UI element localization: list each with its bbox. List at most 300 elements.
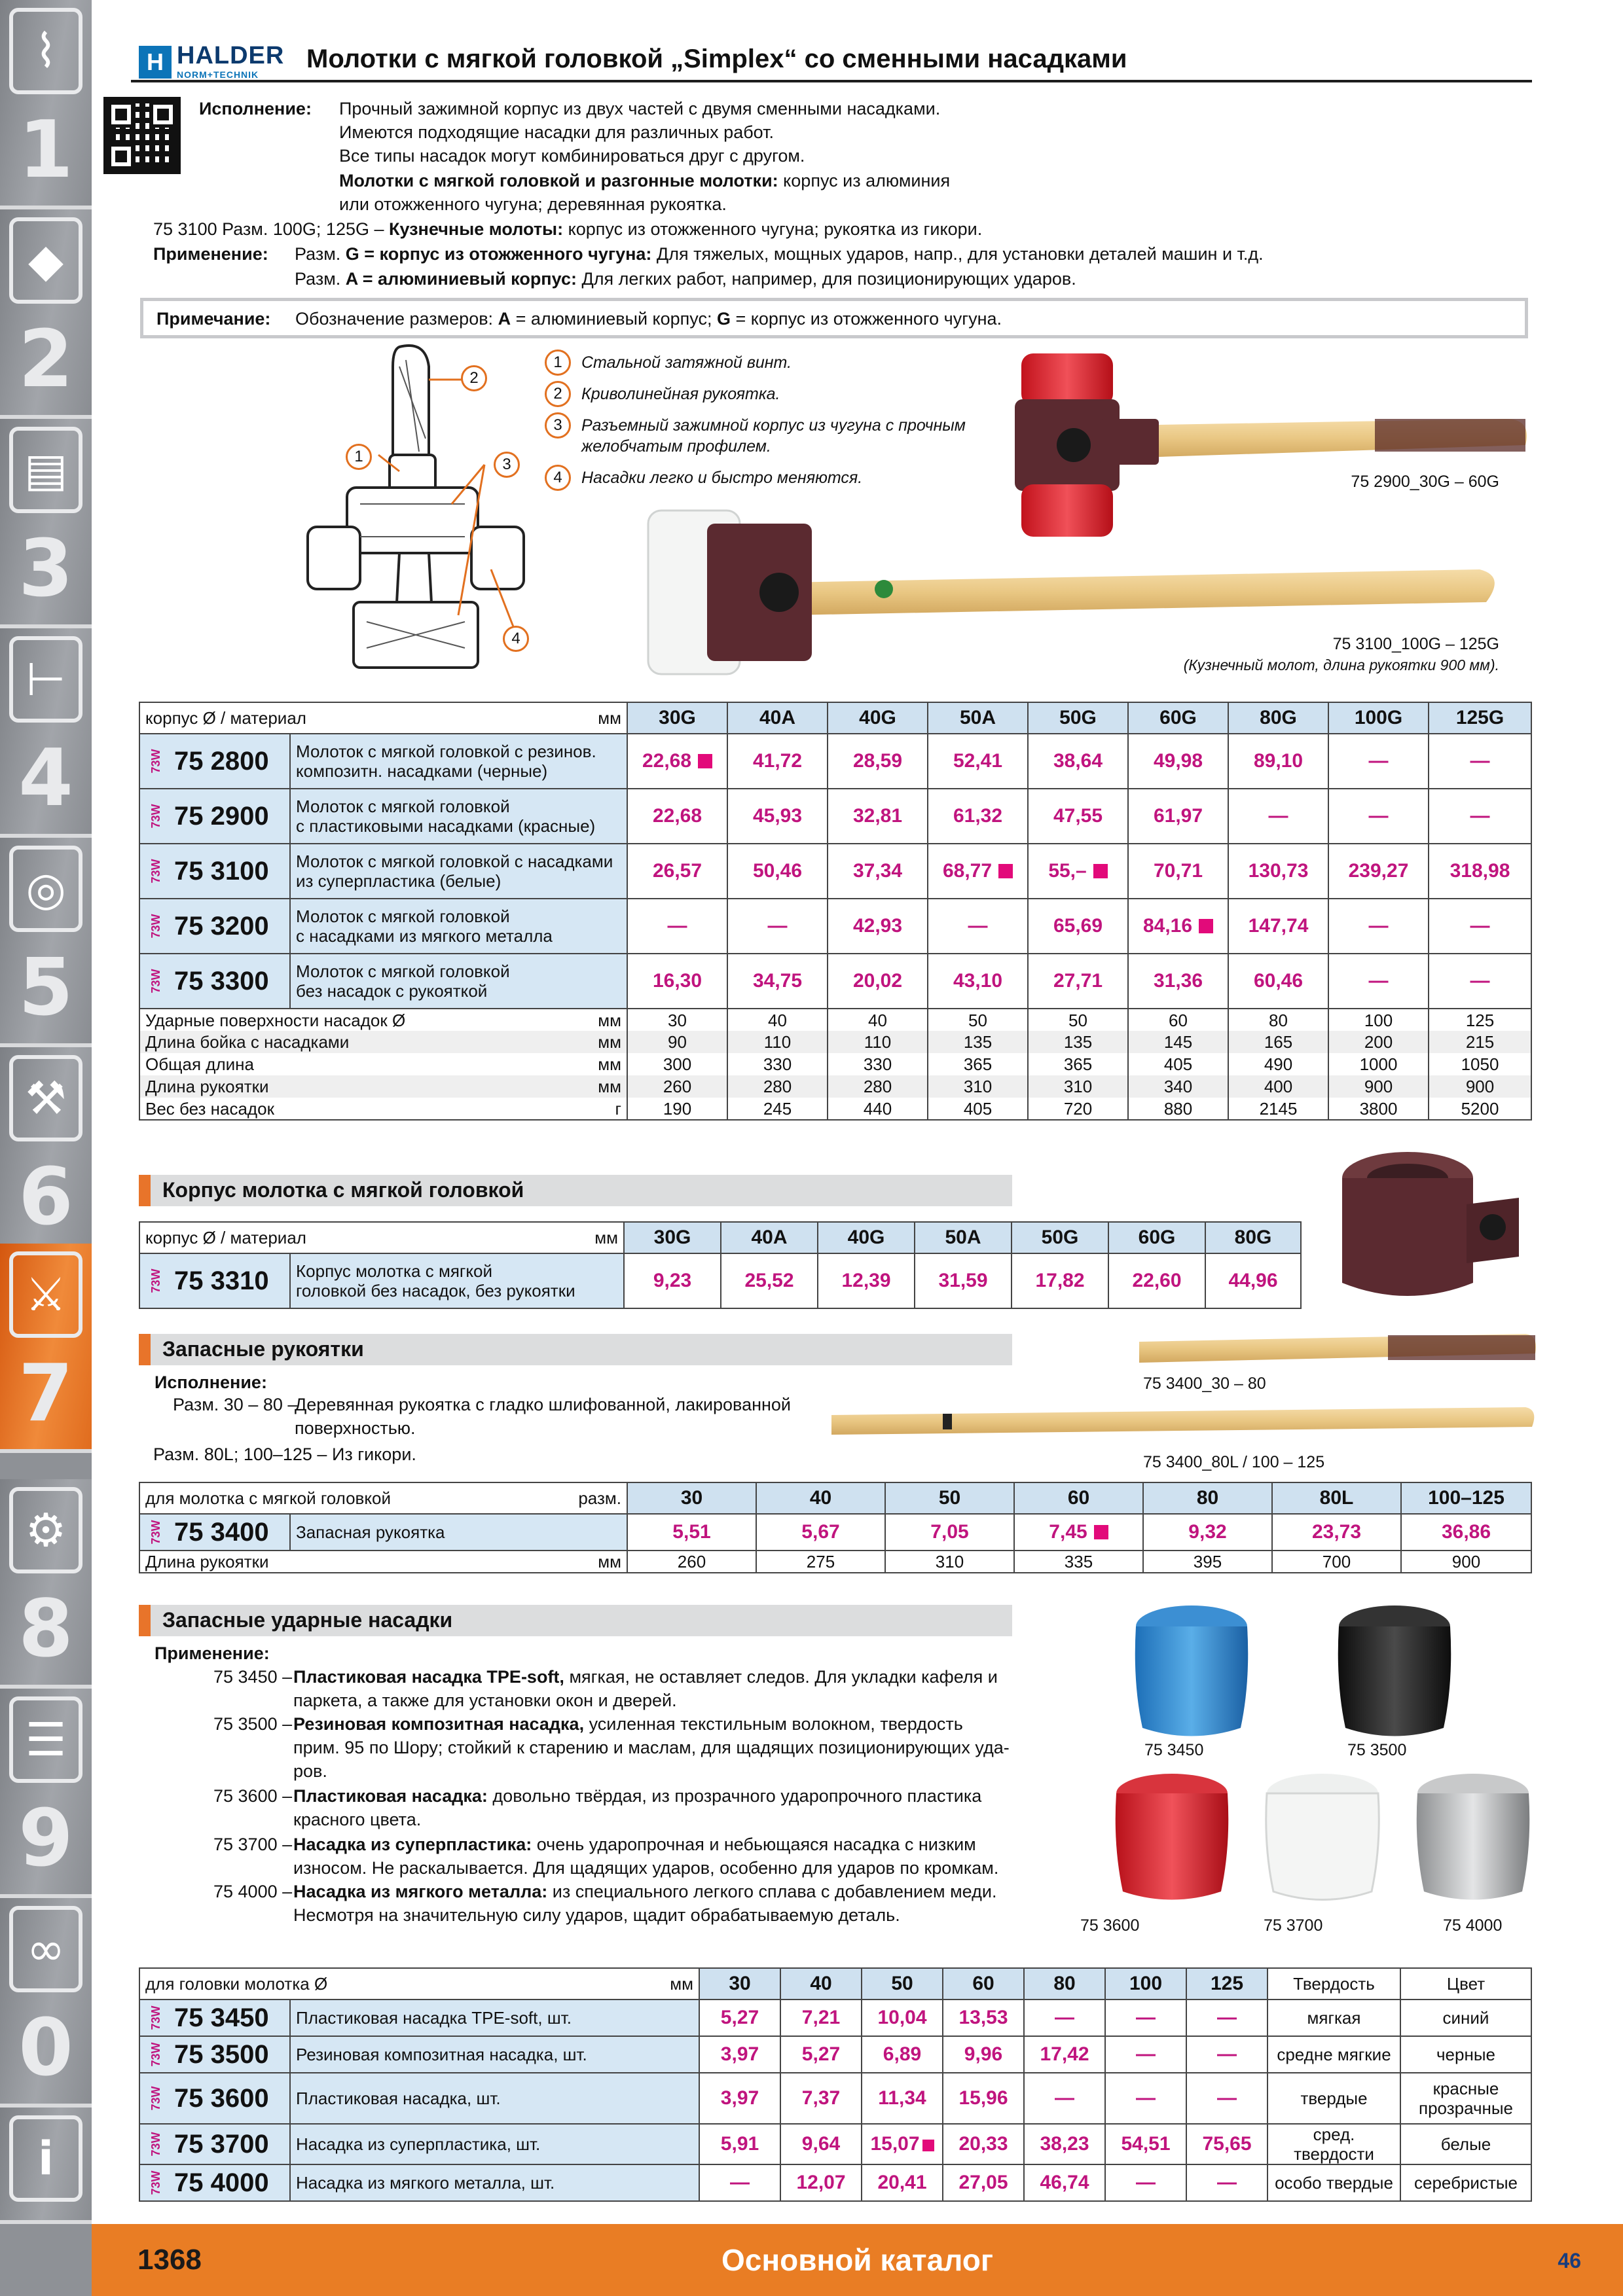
face-line: Резиновая композитная насадка, усиленная текстильным волокном, твердость <box>293 1714 963 1734</box>
drawing-callout: 4 <box>503 626 529 652</box>
legend-callout: 1 <box>545 350 571 376</box>
chapter-tab-9[interactable] <box>0 1689 92 1898</box>
size-header: 80G <box>1228 702 1328 734</box>
face-line: Пластиковая насадка: довольно твёрдая, из прозрачного ударопрочного пластика <box>293 1786 982 1806</box>
article-description: Молоток с мягкой головкой с пластиковыми насадками (красные) <box>290 789 627 844</box>
price-cell: 50,46 <box>727 844 828 899</box>
face-line: Пластиковая насадка TPE-soft, мягкая, не оставляет следов. Для укладки кафеля и <box>293 1667 998 1687</box>
price-cell: — <box>928 899 1028 954</box>
price-cell: 31,36 <box>1128 954 1228 1009</box>
face-code: 75 3500 – <box>213 1714 293 1734</box>
hardness-cell: твердые <box>1267 2073 1400 2124</box>
article-code[interactable]: 73W 75 2900 <box>139 789 290 844</box>
spec-value: 300 <box>627 1053 727 1075</box>
price-cell: 46,74 <box>1024 2164 1105 2201</box>
price-cell: — <box>1105 2073 1186 2124</box>
face-line: паркета, а также для установки окон и дверей. <box>293 1691 677 1710</box>
spec-value: 190 <box>627 1098 727 1120</box>
price-cell: 43,10 <box>928 954 1028 1009</box>
spec-value: 1000 <box>1328 1053 1429 1075</box>
face-line: Несмотря на значительную силу ударов, щадит обрабатываемую деталь. <box>293 1905 900 1925</box>
spec-value: 30 <box>627 1009 727 1031</box>
article-code[interactable]: 73W 75 3600 <box>139 2073 290 2124</box>
spec-value: 2145 <box>1228 1098 1328 1120</box>
spec-value: 110 <box>828 1031 928 1053</box>
section-header-handles <box>139 1334 1012 1365</box>
chapter-number: 3 <box>18 524 73 615</box>
price-cell: 54,51 <box>1105 2124 1186 2164</box>
image-caption: 75 2900_30G – 60G <box>1351 473 1499 491</box>
chapter-number: 7 <box>18 1348 73 1439</box>
spec-value: 135 <box>928 1031 1028 1053</box>
header-label-cell <box>139 702 627 734</box>
cutting-insert-icon: ◆ <box>9 217 82 304</box>
spec-name: Длина рукоятки мм <box>139 1551 627 1573</box>
forge-line: 75 3100 Разм. 100G; 125G – Кузнечные молоты: корпус из отожженного чугуна; рукоятка из гикори. <box>153 219 983 239</box>
size-header: 80 <box>1024 1968 1105 2000</box>
legend-text: желобчатым профилем. <box>581 437 771 456</box>
spec-value: 1050 <box>1429 1053 1531 1075</box>
new-item-marker <box>1199 919 1213 933</box>
price-cell: 38,23 <box>1024 2124 1105 2164</box>
article-code[interactable]: 73W 75 3450 <box>139 2000 290 2036</box>
chapter-tab-5[interactable] <box>0 838 92 1047</box>
header-unit: мм <box>598 708 622 728</box>
hardness-header: Твердость <box>1267 1968 1400 2000</box>
new-item-marker <box>922 2140 934 2151</box>
spec-row <box>139 1075 1531 1098</box>
price-cell: 130,73 <box>1228 844 1328 899</box>
price-cell: 49,98 <box>1128 734 1228 789</box>
hardness-cell: особо твердые <box>1267 2164 1400 2201</box>
price-cell: — <box>1186 2036 1267 2073</box>
hammer-housing-image <box>1336 1145 1525 1316</box>
price-cell: 11,34 <box>862 2073 943 2124</box>
chapter-tab-3[interactable] <box>0 419 92 628</box>
table-row <box>139 844 1531 899</box>
spec-value: 720 <box>1028 1098 1128 1120</box>
price-cell: — <box>1429 789 1531 844</box>
article-code[interactable]: 73W 75 3200 <box>139 899 290 954</box>
face-code: 75 3450 – <box>213 1667 293 1687</box>
price-cell: 32,81 <box>828 789 928 844</box>
spec-value: 880 <box>1128 1098 1228 1120</box>
price-cell: 5,27 <box>780 2036 862 2073</box>
section-marker <box>139 1175 151 1206</box>
spec-value: 50 <box>1028 1009 1128 1031</box>
section-header-housing <box>139 1175 1012 1206</box>
price-cell: 41,72 <box>727 734 828 789</box>
spec-value: 330 <box>828 1053 928 1075</box>
price-cell: 15,07 <box>862 2124 943 2164</box>
exec-line: Прочный зажимной корпус из двух частей с двумя сменными насадками. <box>339 99 941 118</box>
exec-line: Имеются подходящие насадки для различных работ. <box>339 122 774 142</box>
price-cell: — <box>1328 734 1429 789</box>
info-icon: i <box>9 2115 82 2202</box>
spec-value: 310 <box>1028 1075 1128 1098</box>
spec-value: 365 <box>1028 1053 1128 1075</box>
exec-line: Молотки с мягкой головкой и разгонные молотки: корпус из алюминия <box>339 171 951 190</box>
price-cell: 318,98 <box>1429 844 1531 899</box>
black-face-image <box>1338 1605 1451 1736</box>
size-header: 60 <box>1014 1482 1143 1514</box>
chapter-number: 0 <box>18 2003 73 2094</box>
price-cell: 22,68 <box>627 734 727 789</box>
article-code[interactable]: 73W 75 3300 <box>139 954 290 1009</box>
spec-name: Вес без насадок г <box>139 1098 627 1120</box>
color-cell: синий <box>1400 2000 1531 2036</box>
face-code: 75 3700 – <box>213 1835 293 1854</box>
table-row <box>139 899 1531 954</box>
long-handle-image <box>831 1401 1539 1446</box>
size-header: 80G <box>1205 1222 1301 1253</box>
spec-value: 275 <box>756 1551 885 1573</box>
article-description: Насадка из суперпластика, шт. <box>290 2124 699 2164</box>
logo-word: HALDER <box>177 42 285 69</box>
legend-text: Криволинейная рукоятка. <box>581 385 780 403</box>
chapter-number: 1 <box>18 105 73 196</box>
use-line: Разм. G = корпус из отожженного чугуна: Для тяжелых, мощных ударов, напр., для установки деталей машин и т.д. <box>295 244 1264 264</box>
spec-value: 165 <box>1228 1031 1328 1053</box>
hammer-faces-image-group <box>1106 1597 1539 1937</box>
article-code[interactable]: 73W 75 3310 <box>139 1253 290 1308</box>
note-label: Примечание: <box>156 309 271 329</box>
price-cell: 6,89 <box>862 2036 943 2073</box>
article-code[interactable]: 73W 75 3100 <box>139 844 290 899</box>
price-cell: 27,71 <box>1028 954 1128 1009</box>
spec-value: 5200 <box>1429 1098 1531 1120</box>
spec-value: 900 <box>1401 1551 1531 1573</box>
hardness-cell: средне мягкие <box>1267 2036 1400 2073</box>
chapter-number: 8 <box>18 1584 73 1675</box>
size-header: 40 <box>756 1482 885 1514</box>
article-code[interactable]: 73W 75 2800 <box>139 734 290 789</box>
price-cell: 15,96 <box>943 2073 1024 2124</box>
price-cell: 84,16 <box>1128 899 1228 954</box>
logo-mark-icon: H <box>139 46 172 79</box>
price-cell: 17,82 <box>1012 1253 1108 1308</box>
article-description: Резиновая композитная насадка, шт. <box>290 2036 699 2073</box>
new-item-marker <box>698 754 712 768</box>
header-label-cell: для головки молотка Ø мм <box>139 1968 699 2000</box>
price-cell: — <box>1429 954 1531 1009</box>
use-line: Разм. A = алюминиевый корпус: Для легких работ, например, для позиционирующих ударов. <box>295 269 1076 289</box>
price-cell: 23,73 <box>1272 1514 1401 1551</box>
header-label-cell: для молотка с мягкой головкой разм. <box>139 1482 627 1514</box>
table-row <box>139 1253 1301 1308</box>
price-cell: 42,93 <box>828 899 928 954</box>
spec-row <box>139 1009 1531 1031</box>
spec-value: 3800 <box>1328 1098 1429 1120</box>
spec-value: 395 <box>1143 1551 1272 1573</box>
size-header: 40A <box>721 1222 818 1253</box>
price-cell: 5,67 <box>756 1514 885 1551</box>
price-cell: 22,60 <box>1108 1253 1205 1308</box>
spec-name: Общая длина мм <box>139 1053 627 1075</box>
spec-value: 110 <box>727 1031 828 1053</box>
spec-value: 900 <box>1328 1075 1429 1098</box>
chapter-tab-8[interactable] <box>0 1479 92 1689</box>
chapter-tab-4[interactable] <box>0 628 92 838</box>
spec-value: 100 <box>1328 1009 1429 1031</box>
image-caption: 75 3400_80L / 100 – 125 <box>1143 1453 1325 1471</box>
section-title: Запасные рукоятки <box>162 1337 364 1361</box>
price-cell: — <box>627 899 727 954</box>
header-label: корпус Ø / материал <box>145 708 306 728</box>
chapter-tab-6[interactable] <box>0 1047 92 1257</box>
price-cell: 5,91 <box>699 2124 780 2164</box>
page-footer <box>92 2224 1623 2296</box>
article-description: Насадка из мягкого металла, шт. <box>290 2164 699 2201</box>
blue-face-image <box>1135 1605 1249 1736</box>
price-cell: 55,– <box>1028 844 1128 899</box>
spec-value: 260 <box>627 1075 727 1098</box>
size-header: 40 <box>780 1968 862 2000</box>
spec-name: Ударные поверхности насадок Ø мм <box>139 1009 627 1031</box>
size-header: 125G <box>1429 702 1531 734</box>
faces-price-table <box>139 1967 1532 2202</box>
spec-value: 490 <box>1228 1053 1328 1075</box>
image-caption: 75 3700 <box>1264 1916 1323 1935</box>
chapter-tab-2[interactable] <box>0 209 92 419</box>
chapter-tab-0[interactable] <box>0 1898 92 2108</box>
size-header: 60G <box>1128 702 1228 734</box>
chapter-tab-1[interactable] <box>0 0 92 209</box>
handle-price-table <box>139 1482 1532 1573</box>
size-header: 30 <box>699 1968 780 2000</box>
halder-logo <box>139 42 289 80</box>
price-cell: 26,57 <box>627 844 727 899</box>
size-header: 40G <box>828 702 928 734</box>
article-code[interactable]: 73W 75 4000 <box>139 2164 290 2201</box>
housing-price-table <box>139 1221 1302 1309</box>
spec-value: 215 <box>1429 1031 1531 1053</box>
price-cell: 7,37 <box>780 2073 862 2124</box>
page-title: Молотки с мягкой головкой „Simplex“ со сменными насадками <box>306 45 1127 73</box>
price-cell: 20,41 <box>862 2164 943 2201</box>
spec-value: 700 <box>1272 1551 1401 1573</box>
exec-label: Исполнение: <box>155 1372 267 1392</box>
size-header: 30 <box>627 1482 756 1514</box>
spec-value: 80 <box>1228 1009 1328 1031</box>
spec-value: 40 <box>727 1009 828 1031</box>
header-label-cell: корпус Ø / материал мм <box>139 1222 624 1253</box>
legend-text: Насадки легко и быстро меняются. <box>581 469 863 487</box>
price-cell: 75,65 <box>1186 2124 1267 2164</box>
hammer-price-table <box>139 702 1532 1121</box>
spec-value: 405 <box>1128 1053 1228 1075</box>
table-row <box>139 954 1531 1009</box>
size-header: 50 <box>885 1482 1014 1514</box>
price-cell: — <box>1328 899 1429 954</box>
use-label: Применение: <box>153 244 268 264</box>
note-box <box>140 298 1528 338</box>
article-code[interactable]: 73W 75 3700 <box>139 2124 290 2164</box>
image-caption: 75 3500 <box>1347 1741 1407 1759</box>
article-description: Корпус молотка с мягкой головкой без насадок, без рукоятки <box>290 1253 624 1308</box>
price-cell: 10,04 <box>862 2000 943 2036</box>
price-cell: 13,53 <box>943 2000 1024 2036</box>
table-row <box>139 1514 1531 1551</box>
spec-value: 310 <box>928 1075 1028 1098</box>
drill-bit-icon: ⌇ <box>9 8 82 94</box>
new-item-marker <box>1094 1525 1108 1539</box>
metal-face-image <box>1417 1774 1530 1900</box>
face-line: Насадка из суперпластика: очень ударопрочная и небьющаяся насадка с низким <box>293 1835 976 1854</box>
chapter-tab-info[interactable] <box>0 2108 92 2224</box>
workshop-icon: ⚙ <box>9 1487 82 1573</box>
note-text: Обозначение размеров: A = алюминиевый корпус; G = корпус из отожженного чугуна. <box>295 309 1002 329</box>
grinding-disc-icon: ◎ <box>9 846 82 932</box>
price-cell: — <box>699 2164 780 2201</box>
wrench-icon: ⚒ <box>9 1055 82 1141</box>
price-cell: 60,46 <box>1228 954 1328 1009</box>
price-cell: — <box>1228 789 1328 844</box>
face-line: прим. 95 по Шору; стойкий к старению и маслам, для щадящих позиционирующих уда- <box>293 1738 1010 1757</box>
section-marker <box>139 1605 151 1636</box>
exec-line: или отожженного чугуна; деревянная рукоятка. <box>339 194 727 214</box>
price-cell: 61,97 <box>1128 789 1228 844</box>
spec-name: Длина рукоятки мм <box>139 1075 627 1098</box>
spec-row <box>139 1098 1531 1120</box>
hardness-cell: мягкая <box>1267 2000 1400 2036</box>
price-cell: 3,97 <box>699 2036 780 2073</box>
handle-line: поверхностью. <box>295 1418 416 1438</box>
handle-line: Разм. 80L; 100–125 – Из гикори. <box>153 1444 416 1464</box>
spec-value: 145 <box>1128 1031 1228 1053</box>
size-header: 50A <box>928 702 1028 734</box>
size-header: 40G <box>818 1222 915 1253</box>
price-cell: — <box>1024 2073 1105 2124</box>
price-cell: 47,55 <box>1028 789 1128 844</box>
table-row <box>139 2164 1531 2201</box>
price-cell: 20,33 <box>943 2124 1024 2164</box>
price-cell: — <box>1105 2000 1186 2036</box>
price-cell: — <box>1328 954 1429 1009</box>
price-cell: 27,05 <box>943 2164 1024 2201</box>
price-cell: 65,69 <box>1028 899 1128 954</box>
price-cell: — <box>727 899 828 954</box>
spec-name: Длина бойка с насадками мм <box>139 1031 627 1053</box>
price-cell: — <box>1186 2073 1267 2124</box>
spec-value: 280 <box>727 1075 828 1098</box>
legend-text: Разъемный зажимной корпус из чугуна с прочным <box>581 416 966 435</box>
white-face-image <box>1266 1774 1379 1900</box>
price-cell: — <box>1024 2000 1105 2036</box>
table-row <box>139 2124 1531 2164</box>
table-row <box>139 789 1531 844</box>
legend-callout: 2 <box>545 381 571 407</box>
size-header: 60 <box>943 1968 1024 2000</box>
article-code[interactable]: 73W 75 3400 <box>139 1514 290 1551</box>
price-cell: 12,39 <box>818 1253 915 1308</box>
color-header: Цвет <box>1400 1968 1531 2000</box>
exec-line: Все типы насадок могут комбинироваться друг с другом. <box>339 146 805 166</box>
handle-line: Деревянная рукоятка с гладко шлифованной, лакированной <box>295 1395 792 1414</box>
chuck-icon: ▤ <box>9 427 82 513</box>
face-code: 75 4000 – <box>213 1882 293 1901</box>
chapter-sidebar <box>0 0 92 2296</box>
size-header: 100G <box>1328 702 1429 734</box>
cabinet-icon: ☰ <box>9 1696 82 1783</box>
hardness-cell: сред. твердости <box>1267 2124 1400 2164</box>
price-cell: 89,10 <box>1228 734 1328 789</box>
qr-code-icon[interactable] <box>103 97 181 174</box>
price-cell: 25,52 <box>721 1253 818 1308</box>
size-header: 50 <box>862 1968 943 2000</box>
size-header: 80L <box>1272 1482 1401 1514</box>
new-item-marker <box>998 864 1013 878</box>
new-item-marker <box>1093 864 1108 878</box>
color-cell: черные <box>1400 2036 1531 2073</box>
spec-value: 280 <box>828 1075 928 1098</box>
section-title: Корпус молотка с мягкой головкой <box>162 1178 524 1202</box>
size-header: 30G <box>624 1222 721 1253</box>
price-cell: 7,21 <box>780 2000 862 2036</box>
spec-value: 405 <box>928 1098 1028 1120</box>
spec-value: 200 <box>1328 1031 1429 1053</box>
table-row <box>139 2036 1531 2073</box>
image-caption: 75 3400_30 – 80 <box>1143 1374 1266 1393</box>
price-cell: 45,93 <box>727 789 828 844</box>
spec-value: 135 <box>1028 1031 1128 1053</box>
catalog-name: Основной каталог <box>721 2243 994 2277</box>
use-label: Применение: <box>155 1643 270 1663</box>
red-face-image <box>1116 1774 1229 1900</box>
chapter-tab-7[interactable] <box>0 1244 92 1453</box>
price-cell: 7,45 <box>1014 1514 1143 1551</box>
spec-value: 400 <box>1228 1075 1328 1098</box>
spec-row <box>139 1031 1531 1053</box>
section-header-faces <box>139 1605 1012 1636</box>
short-handle-image <box>1139 1329 1539 1374</box>
exec-label: Исполнение: <box>199 99 312 118</box>
article-description: Запасная рукоятка <box>290 1514 627 1551</box>
spec-value: 125 <box>1429 1009 1531 1031</box>
price-cell: 5,27 <box>699 2000 780 2036</box>
price-cell: 20,02 <box>828 954 928 1009</box>
price-cell: 61,32 <box>928 789 1028 844</box>
price-cell: 22,68 <box>627 789 727 844</box>
article-code[interactable]: 73W 75 3500 <box>139 2036 290 2073</box>
price-cell: 239,27 <box>1328 844 1429 899</box>
size-header: 40A <box>727 702 828 734</box>
color-cell: серебристые <box>1400 2164 1531 2201</box>
size-header: 60G <box>1108 1222 1205 1253</box>
spec-value: 335 <box>1014 1551 1143 1573</box>
size-header: 50G <box>1012 1222 1108 1253</box>
image-caption-sub: (Кузнечный молот, длина рукоятки 900 мм). <box>1183 656 1499 673</box>
drawing-callout: 3 <box>494 452 520 478</box>
spec-value: 330 <box>727 1053 828 1075</box>
article-description: Пластиковая насадка, шт. <box>290 2073 699 2124</box>
table-row <box>139 2073 1531 2124</box>
size-header: 30G <box>627 702 727 734</box>
price-cell: 5,51 <box>627 1514 756 1551</box>
spec-value: 365 <box>928 1053 1028 1075</box>
size-header: 125 <box>1186 1968 1267 2000</box>
caliper-icon: ⊢ <box>9 636 82 723</box>
price-cell: 9,32 <box>1143 1514 1272 1551</box>
chapter-number: 4 <box>18 733 73 824</box>
size-header: 100–125 <box>1401 1482 1531 1514</box>
image-caption: 75 3600 <box>1080 1916 1140 1935</box>
price-cell: 44,96 <box>1205 1253 1301 1308</box>
image-caption: 75 3450 <box>1144 1741 1204 1759</box>
chapter-number: 2 <box>18 314 73 405</box>
price-cell: — <box>1105 2164 1186 2201</box>
article-description: Молоток с мягкой головкой с резинов. композитн. насадками (черные) <box>290 734 627 789</box>
